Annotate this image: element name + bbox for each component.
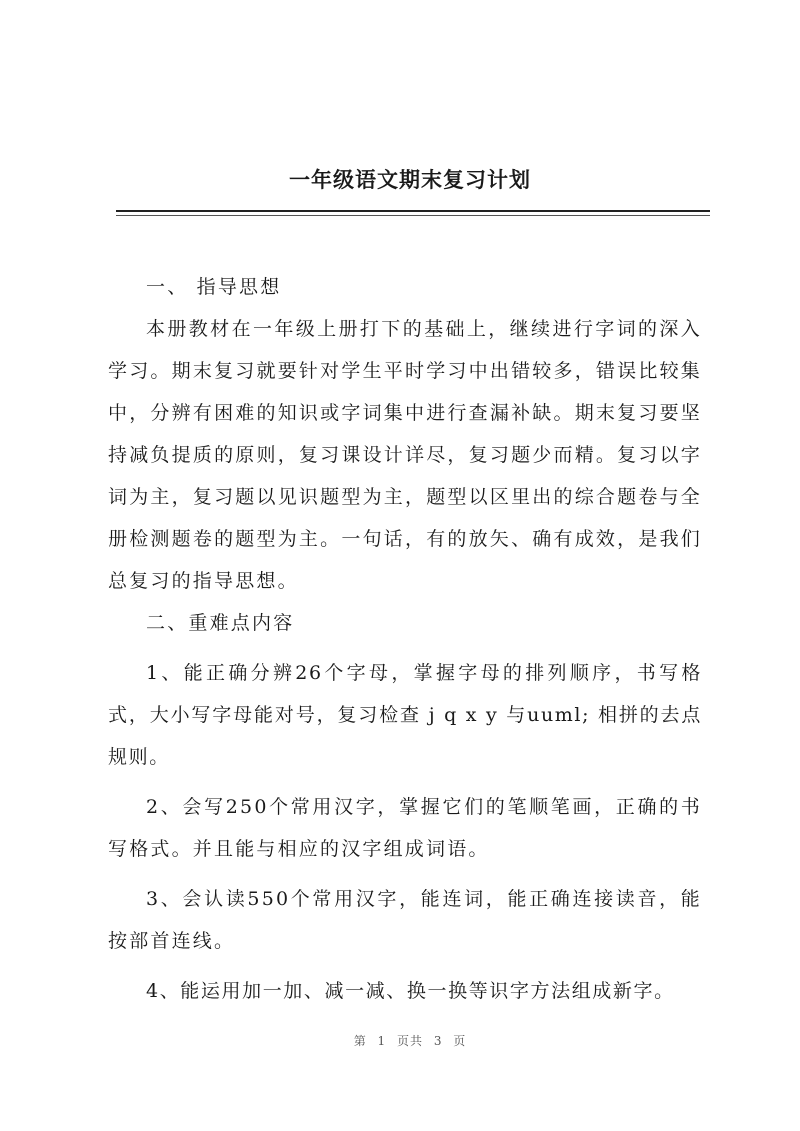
list-item-writing: 2、会写250个常用汉字，掌握它们的笔顺笔画，正确的书写格式。并且能与相应的汉字组成词语。 xyxy=(108,796,702,860)
page-title: 一年级语文期末复习计划 xyxy=(289,167,531,192)
section-heading-guiding-thought: 一、 指导思想 xyxy=(146,276,282,298)
title-divider xyxy=(116,210,710,212)
page-number: 第 1 页共 3 页 xyxy=(353,1034,467,1048)
list-item-letters: 1、能正确分辨26个字母，掌握字母的排列顺序，书写格式，大小写字母能对号，复习检查 j q x y 与uuml; 相拼的去点规则。 xyxy=(108,662,702,768)
list-item-reading: 3、会认读550个常用汉字，能连词，能正确连接读音，能按部首连线。 xyxy=(108,888,702,952)
paragraph-guiding-thought: 本册教材在一年级上册打下的基础上，继续进行字词的深入学习。期末复习就要针对学生平时学习中出错较多，错误比较集中，分辨有困难的知识或字词集中进行查漏补缺。期末复习要坚持减负提质的原则，复习课设计详尽，复习题少而精。复习以字词为主，复习题以见识题型为主，题型以区里出的综合题卷与全册检测题卷的题型为主。一句话，有的放矢、确有成效，是我们总复习的指导思想。 xyxy=(108,318,702,592)
title-divider-thin xyxy=(116,215,710,216)
section-heading-key-content: 二、重难点内容 xyxy=(146,612,295,634)
list-item-methods: 4、能运用加一加、减一减、换一换等识字方法组成新字。 xyxy=(146,980,675,1002)
document-body xyxy=(108,266,702,1012)
